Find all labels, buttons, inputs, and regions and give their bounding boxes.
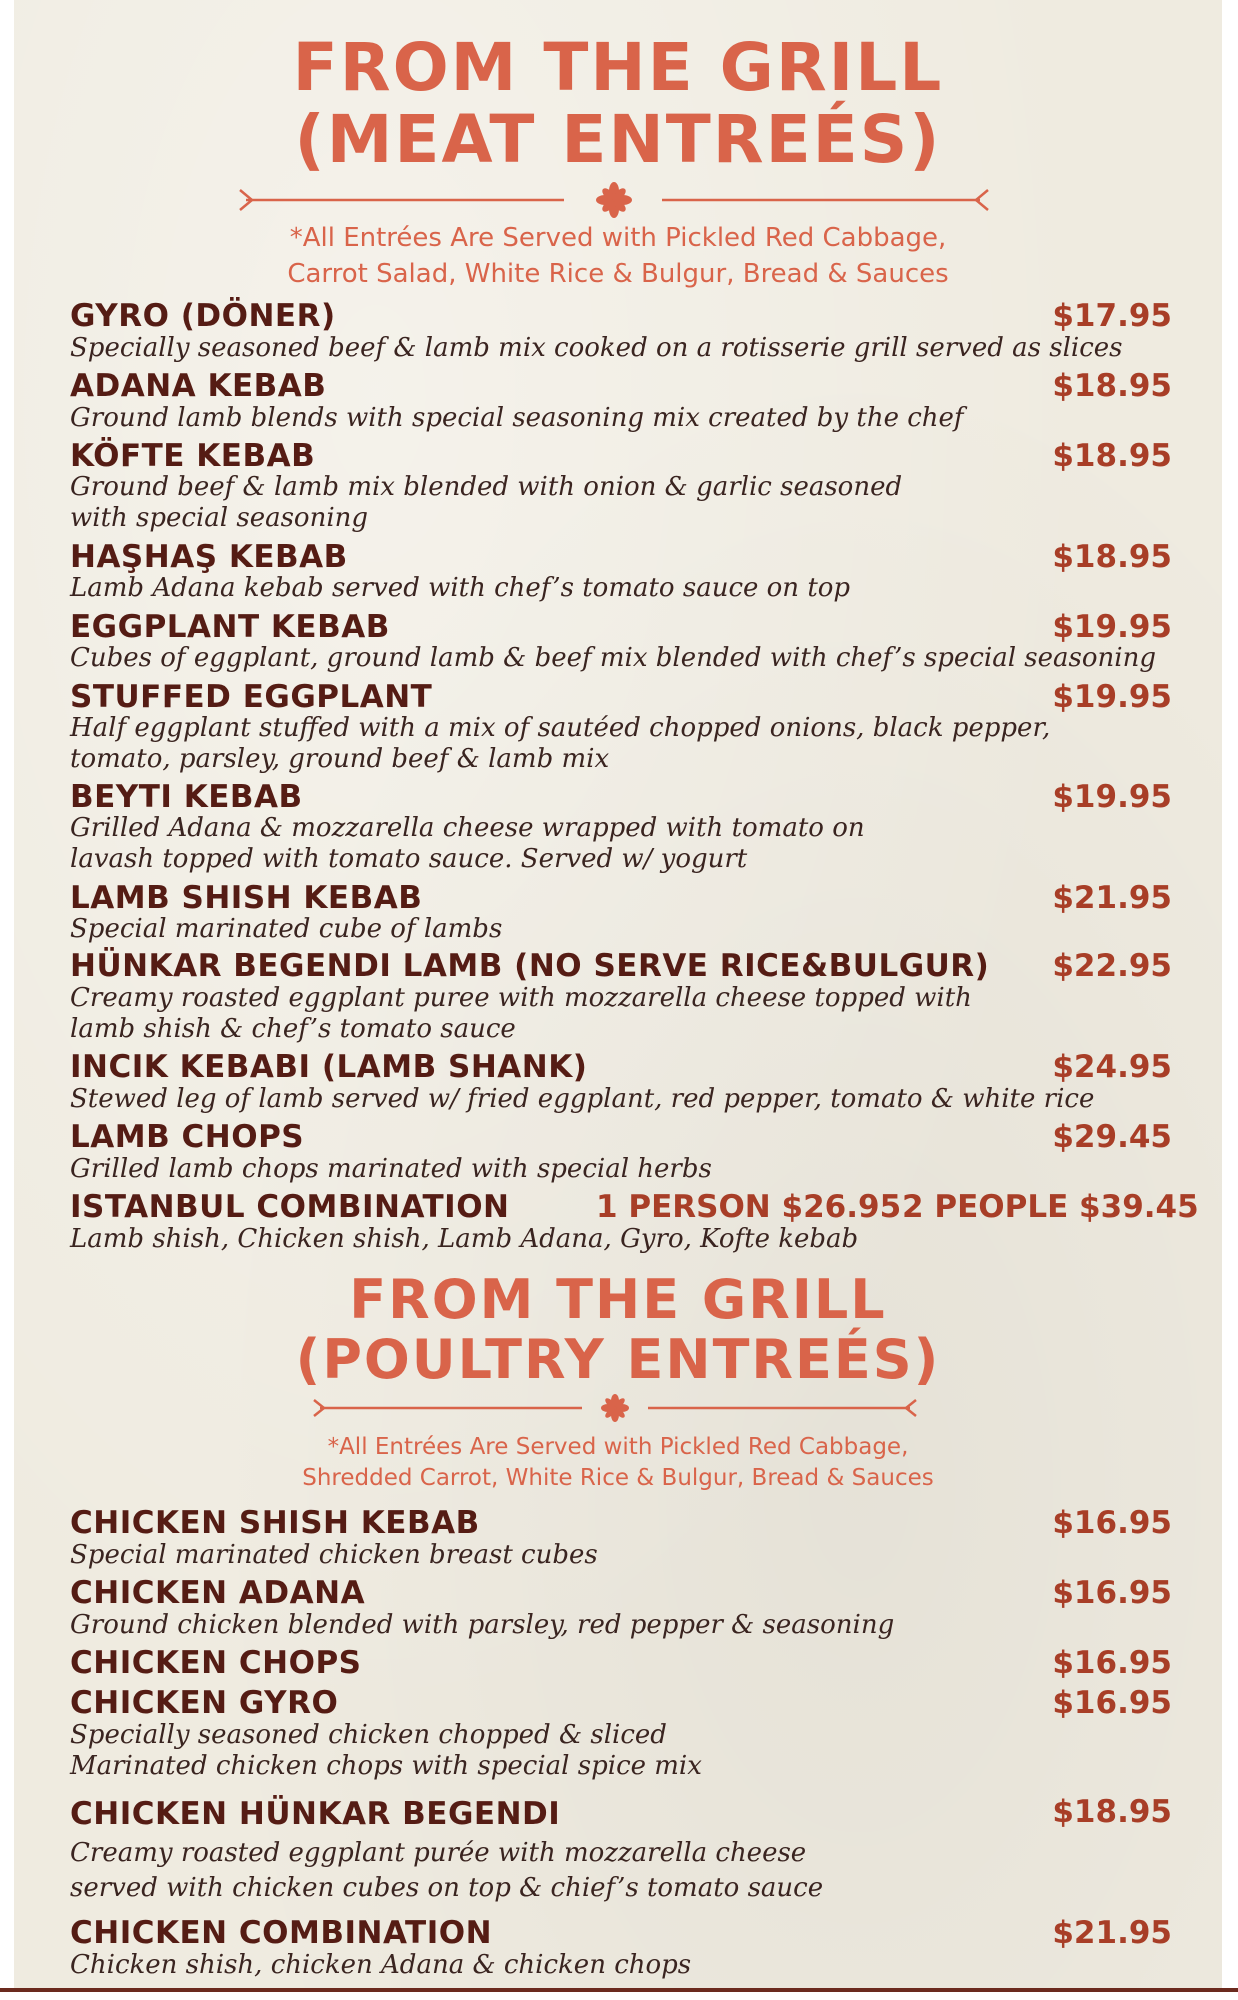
item-name: ADANA KEBAB	[70, 368, 327, 404]
item-name: CHICKEN SHISH KEBAB	[70, 1505, 480, 1541]
item-price: $21.95	[1052, 880, 1172, 916]
item-description: Grilled Adana & mozzarella cheese wrapped with tomato on	[70, 813, 865, 843]
item-price: $19.95	[1052, 609, 1172, 645]
item-description: served with chicken cubes on top & chief’s tomato sauce	[70, 1873, 824, 1903]
flourish-divider-icon	[234, 180, 994, 220]
item-price: $24.95	[1052, 1049, 1172, 1085]
item-description: Special marinated cube of lambs	[70, 914, 503, 944]
item-name: INCIK KEBABI (LAMB SHANK)	[70, 1049, 588, 1085]
meat-title-line1: FROM THE GRILL	[292, 29, 944, 106]
item-description: Ground chicken blended with parsley, red pepper & seasoning	[70, 1610, 895, 1640]
item-description: Ground beef & lamb mix blended with onion & garlic seasoned	[70, 472, 903, 502]
meat-note-line1: *All Entrées Are Served with Pickled Red Cabbage,	[289, 223, 947, 253]
meat-title-line2: (MEAT ENTREÉS)	[294, 101, 942, 178]
item-price: $22.95	[1052, 948, 1172, 984]
item-description: with special seasoning	[70, 503, 369, 533]
item-description: Stewed leg of lamb served w/ fried eggplant, red pepper, tomato & white rice	[70, 1084, 1095, 1114]
item-price: $18.95	[1052, 1794, 1172, 1830]
item-name: STUFFED EGGPLANT	[70, 679, 433, 715]
item-description: Lamb shish, Chicken shish, Lamb Adana, Gyro, Kofte kebab	[70, 1224, 859, 1254]
item-name: ISTANBUL COMBINATION	[70, 1189, 510, 1225]
item-description: Half eggplant stuffed with a mix of sautéed chopped onions, black pepper,	[70, 713, 1051, 743]
item-name: LAMB SHISH KEBAB	[70, 880, 423, 916]
item-description: Marinated chicken chops with special spice mix	[70, 1751, 702, 1781]
bottom-divider	[0, 1988, 1238, 1992]
item-description: Cubes of eggplant, ground lamb & beef mix blended with chef’s special seasoning	[70, 643, 1156, 673]
item-name: CHICKEN CHOPS	[70, 1645, 362, 1681]
item-name: HÜNKAR BEGENDI LAMB (NO SERVE RICE&BULGUR)	[70, 948, 990, 984]
item-name: KÖFTE KEBAB	[70, 438, 316, 474]
poultry-note-line1: *All Entrées Are Served with Pickled Red Cabbage,	[327, 1434, 909, 1460]
item-price: $21.95	[1052, 1915, 1172, 1951]
item-price: $19.95	[1052, 779, 1172, 815]
item-price: $18.95	[1052, 539, 1172, 575]
poultry-title-line2: (POULTRY ENTREÉS)	[295, 1328, 941, 1391]
item-description: Specially seasoned beef & lamb mix cooked on a rotisserie grill served as slices	[70, 333, 1123, 363]
item-price: $16.95	[1052, 1505, 1172, 1541]
item-description: Ground lamb blends with special seasoning mix created by the chef	[70, 403, 964, 433]
item-name: CHICKEN COMBINATION	[70, 1915, 493, 1951]
item-price: $19.95	[1052, 679, 1172, 715]
item-price: $16.95	[1052, 1685, 1172, 1721]
poultry-note-line2: Shredded Carrot, White Rice & Bulgur, Bread & Sauces	[302, 1465, 934, 1491]
flourish-divider-icon	[310, 1392, 920, 1424]
item-name: CHICKEN HÜNKAR BEGENDI	[70, 1796, 561, 1832]
item-name: CHICKEN ADANA	[70, 1575, 366, 1611]
item-price: $16.95	[1052, 1575, 1172, 1611]
item-description: Creamy roasted eggplant puree with mozzarella cheese topped with	[70, 983, 972, 1013]
item-description: lamb shish & chef’s tomato sauce	[70, 1014, 516, 1044]
item-description: tomato, parsley, ground beef & lamb mix	[70, 744, 610, 774]
combo-price-two: 2 PEOPLE $39.45	[902, 1189, 1199, 1225]
item-description: Specially seasoned chicken chopped & sliced	[70, 1720, 667, 1750]
item-name: EGGPLANT KEBAB	[70, 609, 390, 645]
item-name: CHICKEN GYRO	[70, 1685, 339, 1721]
item-description: Special marinated chicken breast cubes	[70, 1540, 598, 1570]
item-price: $18.95	[1052, 438, 1172, 474]
item-description: Grilled lamb chops marinated with special herbs	[70, 1154, 712, 1184]
item-name: HAŞHAŞ KEBAB	[70, 539, 348, 575]
item-description: Creamy roasted eggplant purée with mozzarella cheese	[70, 1838, 807, 1868]
item-name: GYRO (DÖNER)	[70, 298, 336, 334]
item-name: LAMB CHOPS	[70, 1119, 305, 1155]
item-description: Chicken shish, chicken Adana & chicken chops	[70, 1950, 692, 1980]
combo-price-one: 1 PERSON $26.95	[596, 1189, 902, 1225]
menu-page	[14, 0, 1222, 1988]
item-description: Lamb Adana kebab served with chef’s tomato sauce on top	[70, 573, 851, 603]
poultry-title-line1: FROM THE GRILL	[349, 1268, 887, 1331]
item-description: lavash topped with tomato sauce. Served w/ yogurt	[70, 844, 748, 874]
item-price: $17.95	[1052, 298, 1172, 334]
meat-note-line2: Carrot Salad, White Rice & Bulgur, Bread & Sauces	[287, 259, 949, 289]
item-price: $16.95	[1052, 1645, 1172, 1681]
item-name: BEYTI KEBAB	[70, 779, 303, 815]
item-price: $29.45	[1052, 1119, 1172, 1155]
item-price: $18.95	[1052, 368, 1172, 404]
